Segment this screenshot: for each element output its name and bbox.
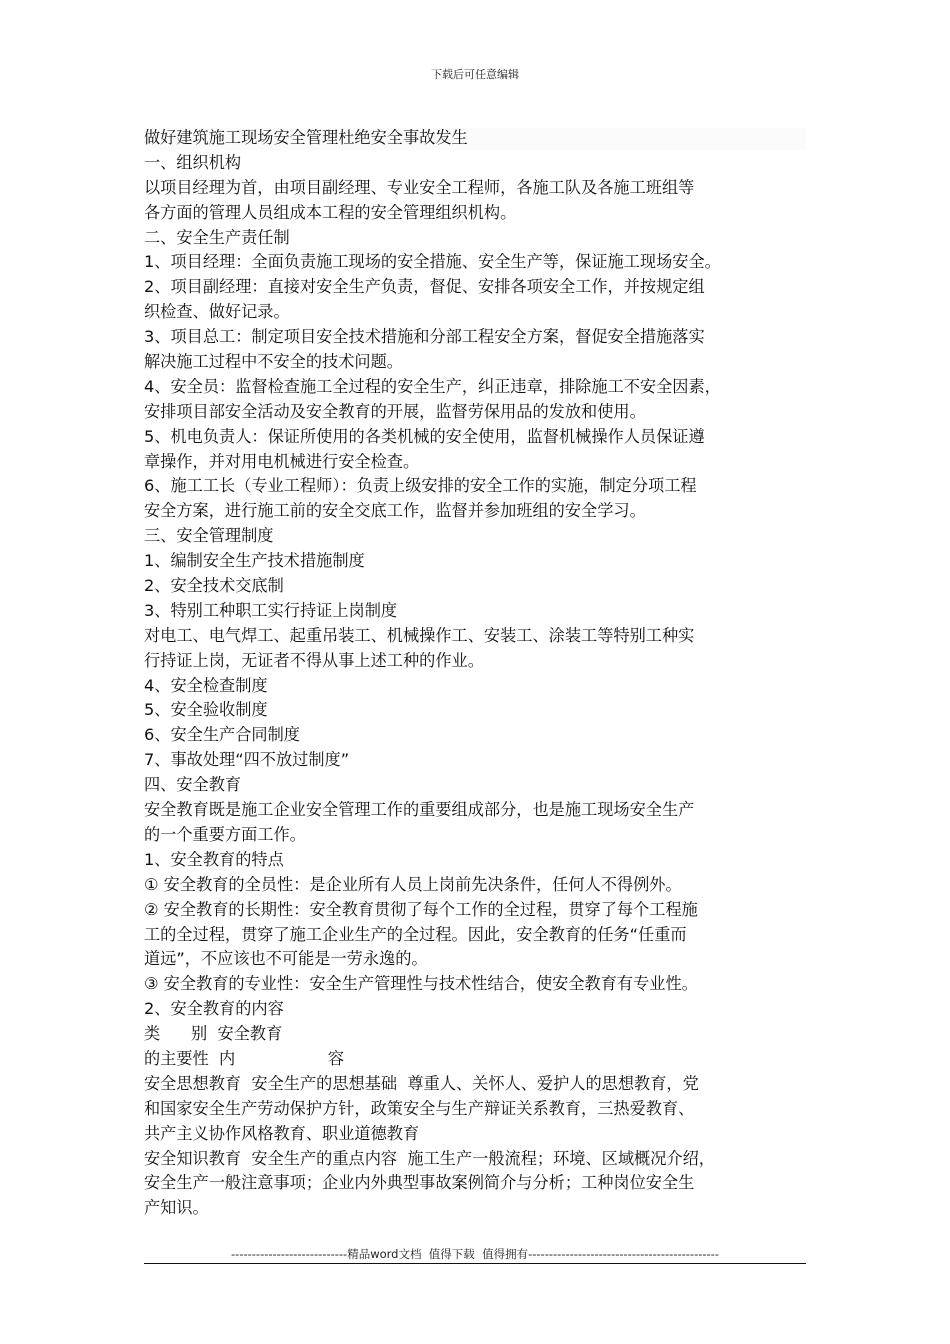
paragraph-line: 对电工、电气焊工、起重吊装工、机械操作工、安装工、涂装工等特别工种实 bbox=[144, 625, 695, 645]
paragraph-line: 解决施工过程中不安全的技术问题。 bbox=[144, 352, 403, 372]
paragraph-line: 2、安全技术交底制 bbox=[144, 576, 284, 596]
section-heading: 一、组织机构 bbox=[144, 152, 242, 172]
paragraph-line: ③ 安全教育的专业性：安全生产管理性与技术性结合，使安全教育有专业性。 bbox=[144, 974, 698, 994]
document-title: 做好建筑施工现场安全管理杜绝安全事故发生 bbox=[144, 128, 468, 147]
table-row-line: 共产主义协作风格教育、职业道德教育 bbox=[144, 1123, 420, 1143]
footer-divider bbox=[144, 1263, 806, 1264]
paragraph-line: 2、安全教育的内容 bbox=[144, 999, 284, 1019]
table-row-line: 和国家安全生产劳动保护方针，政策安全与生产辩证关系教育，三热爱教育、 bbox=[144, 1098, 695, 1118]
page-footer-note: ----------------------------精品word文档 值得下载 值得拥有---------------------------------------------- bbox=[231, 1247, 719, 1261]
table-row-line: 安全思想教育 安全生产的思想基础 尊重人、关怀人、爱护人的思想教育，党 bbox=[144, 1073, 699, 1093]
paragraph-line: 3、特别工种职工实行持证上岗制度 bbox=[144, 600, 398, 620]
paragraph-line: 安全方案，进行施工前的安全交底工作，监督并参加班组的安全学习。 bbox=[144, 501, 646, 521]
paragraph-line: 3、项目总工：制定项目安全技术措施和分部工程安全方案，督促安全措施落实 bbox=[144, 327, 705, 347]
paragraph-line: 4、安全员：监督检查施工全过程的安全生产，纠正违章，排除施工不安全因素， bbox=[144, 376, 721, 396]
paragraph-line: ② 安全教育的长期性：安全教育贯彻了每个工作的全过程，贯穿了每个工程施 bbox=[144, 899, 698, 919]
paragraph-line: 6、安全生产合同制度 bbox=[144, 725, 300, 745]
paragraph-line: 章操作，并对用电机械进行安全检查。 bbox=[144, 451, 420, 471]
document-body bbox=[144, 126, 824, 1221]
paragraph-line: 安排项目部安全活动及安全教育的开展，监督劳保用品的发放和使用。 bbox=[144, 401, 646, 421]
paragraph-line: 2、项目副经理：直接对安全生产负责，督促、安排各项安全工作，并按规定组 bbox=[144, 277, 705, 297]
table-header-line: 的主要性 内 容 bbox=[144, 1048, 345, 1068]
paragraph-line: 道远”，不应该也不可能是一劳永逸的。 bbox=[144, 949, 428, 969]
section-heading: 二、安全生产责任制 bbox=[144, 227, 290, 247]
paragraph-line: 各方面的管理人员组成本工程的安全管理组织机构。 bbox=[144, 202, 517, 222]
paragraph-line: 1、项目经理：全面负责施工现场的安全措施、安全生产等，保证施工现场安全。 bbox=[144, 252, 721, 272]
paragraph-line: 的一个重要方面工作。 bbox=[144, 824, 306, 844]
paragraph-line: 6、施工工长（专业工程师）：负责上级安排的安全工作的实施，制定分项工程 bbox=[144, 476, 697, 496]
page-header-note: 下载后可任意编辑 bbox=[431, 68, 519, 81]
paragraph-line: 1、编制安全生产技术措施制度 bbox=[144, 551, 365, 571]
paragraph-line: 5、机电负责人：保证所使用的各类机械的安全使用，监督机械操作人员保证遵 bbox=[144, 426, 705, 446]
section-heading: 三、安全管理制度 bbox=[144, 526, 274, 546]
table-row-line: 安全生产一般注意事项；企业内外典型事故案例简介与分析；工种岗位安全生 bbox=[144, 1173, 695, 1193]
paragraph-line: ① 安全教育的全员性：是企业所有人员上岗前先决条件，任何人不得例外。 bbox=[144, 874, 682, 894]
paragraph-line: 以项目经理为首，由项目副经理、专业安全工程师，各施工队及各施工班组等 bbox=[144, 177, 695, 197]
table-row-line: 产知识。 bbox=[144, 1198, 209, 1218]
paragraph-line: 织检查、做好记录。 bbox=[144, 302, 290, 322]
table-header-line: 类 别 安全教育 bbox=[144, 1024, 283, 1044]
paragraph-line: 工的全过程，贯穿了施工企业生产的全过程。因此，安全教育的任务“任重而 bbox=[144, 924, 687, 944]
paragraph-line: 4、安全检查制度 bbox=[144, 675, 268, 695]
paragraph-line: 1、安全教育的特点 bbox=[144, 849, 284, 869]
paragraph-line: 行持证上岗，无证者不得从事上述工种的作业。 bbox=[144, 650, 484, 670]
section-heading: 四、安全教育 bbox=[144, 775, 242, 795]
paragraph-line: 安全教育既是施工企业安全管理工作的重要组成部分，也是施工现场安全生产 bbox=[144, 800, 695, 820]
paragraph-line: 7、事故处理“四不放过制度” bbox=[144, 750, 350, 770]
paragraph-line: 5、安全验收制度 bbox=[144, 700, 268, 720]
table-row-line: 安全知识教育 安全生产的重点内容 施工生产一般流程；环境、区域概况介绍， bbox=[144, 1148, 715, 1168]
